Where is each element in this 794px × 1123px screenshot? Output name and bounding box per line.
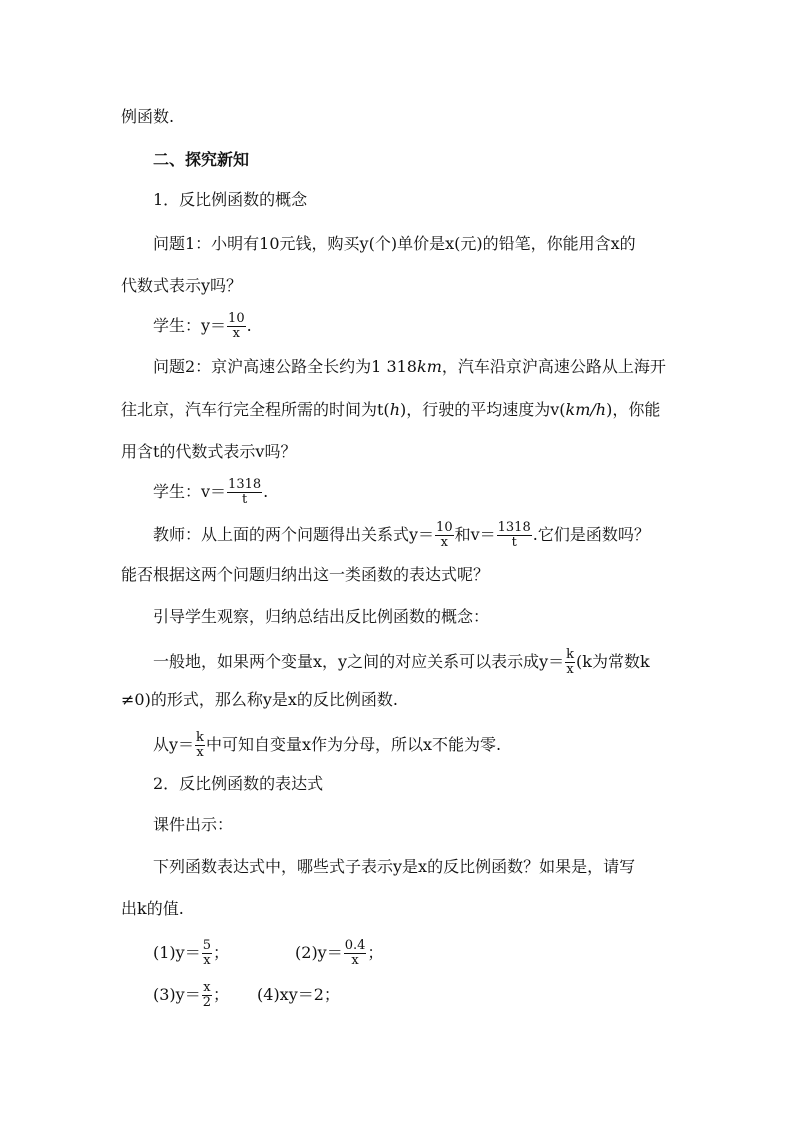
text: 问题2：京沪高速公路全长约为1 318 <box>153 357 417 376</box>
answer-prefix: 学生：v＝ <box>153 482 227 501</box>
fraction-1318-over-t <box>497 521 532 550</box>
fraction-10-over-x <box>227 312 246 341</box>
denominator: x <box>351 953 359 968</box>
text: ； <box>367 943 384 962</box>
text: 往北京，汽车行完全程所需的时间为t( <box>121 400 390 419</box>
text: ； <box>213 985 230 1004</box>
text: (2)y＝ <box>295 943 343 962</box>
teacher-line-2: 能否根据这两个问题归纳出这一类函数的表达式呢？ <box>121 565 490 584</box>
fraction-k-over-x <box>195 731 205 760</box>
text: (k为常数k <box>576 652 650 671</box>
subsection-title-2: 2．反比例函数的表达式 <box>153 774 324 793</box>
fraction-k-over-x <box>565 648 575 677</box>
definition-line-2: ≠0)的形式，那么称y是x的反比例函数. <box>121 690 398 709</box>
unit-km: km <box>417 357 442 376</box>
denominator: x <box>196 745 204 760</box>
numerator: 10 <box>228 311 245 326</box>
student-answer-1 <box>153 312 252 341</box>
text: 一般地，如果两个变量x，y之间的对应关系可以表示成y＝ <box>153 652 565 671</box>
fraction-1318-over-t <box>227 478 262 507</box>
question-1-line-1: 问题1：小明有10元钱，购买y(个)单价是x(元)的铅笔，你能用含x的 <box>153 234 636 253</box>
question-2-line-3: 用含t的代数式表示v吗？ <box>121 442 297 461</box>
period: . <box>246 316 252 335</box>
numerator: 1318 <box>497 520 531 535</box>
denominator: t <box>511 535 517 550</box>
text: 中可知自变量x作为分母，所以x不能为零. <box>205 735 502 754</box>
exercise-question-line-2: 出k的值. <box>121 899 184 918</box>
text: 教师：从上面的两个问题得出关系式y＝ <box>153 525 435 544</box>
denominator: x <box>440 535 448 550</box>
denominator: x <box>232 326 240 341</box>
text: )，行驶的平均速度为v( <box>400 400 566 419</box>
numerator: k <box>196 730 204 745</box>
exercise-question-line-1: 下列函数表达式中，哪些式子表示y是x的反比例函数？如果是，请写 <box>153 857 636 876</box>
exercise-row-2 <box>153 981 340 1010</box>
question-2-line-1 <box>153 356 666 378</box>
numerator: 0.4 <box>344 938 366 953</box>
numerator: 10 <box>436 520 453 535</box>
exercise-item-2 <box>295 938 384 968</box>
numerator: x <box>203 980 211 995</box>
numerator: 1318 <box>228 477 262 492</box>
section-heading: 二、探究新知 <box>153 150 250 169</box>
question-2-line-2 <box>121 399 660 421</box>
denominator: 2 <box>202 995 211 1010</box>
exercise-item-1 <box>153 938 230 968</box>
numerator: k <box>566 647 574 662</box>
numerator: 5 <box>202 938 211 953</box>
unit-kmh: km/h <box>565 400 607 419</box>
teacher-line-1 <box>153 521 650 550</box>
text: )，你能 <box>606 400 661 419</box>
fraction-x-over-2 <box>202 981 212 1010</box>
text: ； <box>213 943 230 962</box>
guide-text: 引导学生观察，归纳总结出反比例函数的概念： <box>153 607 490 626</box>
text: .它们是函数吗？ <box>532 525 650 544</box>
student-answer-2 <box>153 478 268 507</box>
exercise-item-4: (4)xy＝2； <box>257 985 340 1004</box>
denominator: x <box>203 953 211 968</box>
denominator: x <box>566 662 574 677</box>
question-1-line-2: 代数式表示y吗？ <box>121 276 243 295</box>
text: ，汽车沿京沪高速公路从上海开 <box>441 357 666 376</box>
text: (3)y＝ <box>153 985 201 1004</box>
subsection-title-1: 1．反比例函数的概念 <box>153 190 308 209</box>
exercise-item-3 <box>153 980 230 1010</box>
courseware-label: 课件出示： <box>153 815 234 834</box>
unit-h: h <box>389 400 400 419</box>
fraction-5-over-x <box>202 939 212 968</box>
exercise-row-1 <box>153 939 383 968</box>
paragraph-tail: 例函数. <box>121 107 175 126</box>
text: 和v＝ <box>454 525 496 544</box>
answer-prefix: 学生：y＝ <box>153 316 227 335</box>
fraction-0-4-over-x <box>344 939 367 968</box>
definition-line-1 <box>153 648 650 677</box>
fraction-10-over-x <box>435 521 454 550</box>
period: . <box>263 482 269 501</box>
text: 从y＝ <box>153 735 195 754</box>
note-line <box>153 731 501 760</box>
text: (1)y＝ <box>153 943 201 962</box>
denominator: t <box>241 492 248 507</box>
